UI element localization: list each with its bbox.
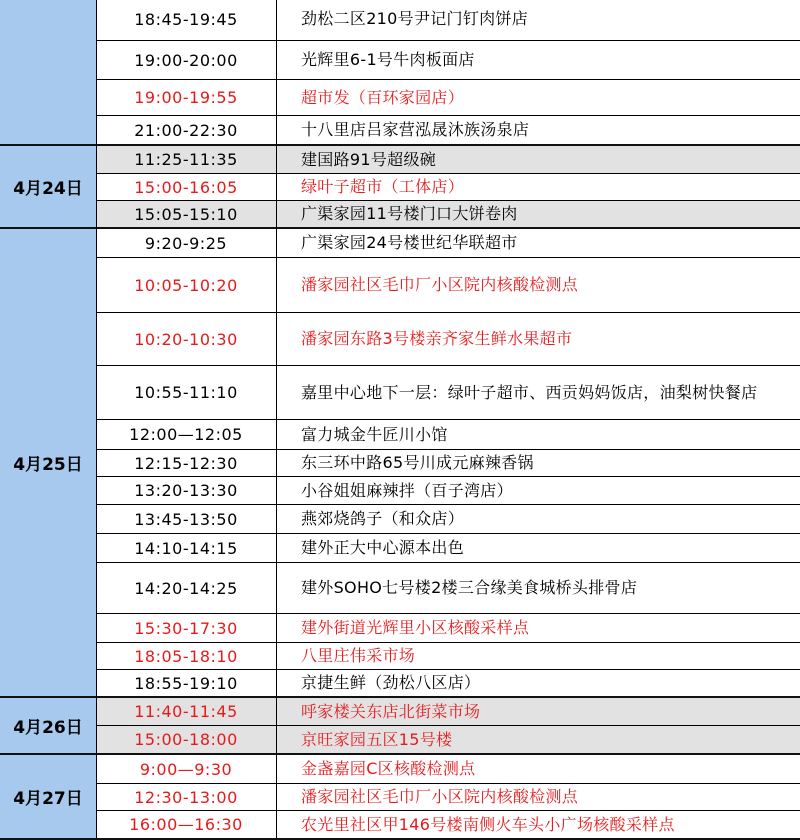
time-cell: 14:20-14:25 [134, 578, 238, 598]
time-cell: 18:45-19:45 [134, 9, 238, 29]
time-cell: 10:05-10:20 [134, 275, 238, 295]
location-cell: 呼家楼关东店北街菜市场 [301, 701, 481, 721]
location-cell: 广渠家园11号楼门口大饼卷肉 [301, 204, 518, 223]
location-cell: 东三环中路65号川成元麻辣香锅 [301, 453, 534, 472]
time-cell: 19:00-19:55 [134, 88, 238, 107]
time-cell: 15:00-16:05 [134, 177, 238, 197]
table-row [96, 563, 800, 614]
time-cell: 11:25-11:35 [134, 150, 238, 169]
location-cell: 嘉里中心地下一层：绿叶子超市、西贡妈妈饭店，油梨树快餐店 [301, 382, 758, 402]
table-row [96, 726, 800, 755]
date-cell: 4月24日 [0, 146, 96, 229]
table-row [96, 420, 800, 450]
location-cell: 绿叶子超市（工体店） [301, 177, 465, 196]
time-cell: 10:20-10:30 [134, 329, 238, 349]
date-cell [0, 0, 96, 146]
time-cell: 14:10-14:15 [134, 538, 238, 558]
table-row [96, 0, 800, 41]
location-cell: 潘家园东路3号楼亲齐家生鲜水果超市 [301, 329, 573, 348]
table-row [96, 670, 800, 698]
location-cell: 农光里社区甲146号楼南侧火车头小广场核酸采样点 [301, 814, 675, 834]
time-cell: 9:20-9:25 [144, 233, 228, 253]
time-cell: 16:00—16:30 [129, 815, 243, 834]
table-row [96, 229, 800, 258]
location-cell: 八里庄伟采市场 [301, 646, 416, 665]
location-cell: 建外SOHO七号楼2楼三合缘美食城桥头排骨店 [301, 578, 638, 597]
column-divider [96, 0, 97, 838]
date-cell: 4月27日 [0, 755, 96, 840]
time-cell: 11:40-11:45 [134, 702, 238, 721]
table-row [96, 41, 800, 80]
location-cell: 京捷生鲜（劲松八区店） [301, 673, 481, 692]
table-row [96, 313, 800, 366]
time-cell: 9:00—9:30 [139, 759, 233, 779]
time-cell: 15:00-18:00 [134, 730, 238, 749]
location-cell: 金盏嘉园C区核酸检测点 [301, 759, 476, 778]
location-cell: 十八里店吕家营泓晟沐族汤泉店 [301, 120, 530, 139]
location-cell: 光辉里6-1号牛肉板面店 [301, 50, 475, 69]
table-row [96, 477, 800, 505]
location-cell: 燕郊烧鸽子（和众店） [301, 509, 465, 528]
table-row [96, 811, 800, 840]
table-row [96, 614, 800, 643]
time-cell: 13:45-13:50 [134, 509, 238, 529]
column-divider [276, 0, 277, 838]
table-row [96, 450, 800, 477]
location-cell: 富力城金牛匠川小馆 [301, 424, 448, 444]
date-cell: 4月26日 [0, 698, 96, 755]
time-cell: 13:20-13:30 [134, 481, 238, 500]
table-row [96, 784, 800, 811]
location-cell: 广渠家园24号楼世纪华联超市 [301, 233, 518, 252]
table-row [96, 643, 800, 670]
location-cell: 超市发（百环家园店） [301, 87, 465, 107]
date-cell: 4月25日 [0, 229, 96, 698]
location-cell: 建外正大中心源本出色 [301, 538, 465, 557]
table-row [96, 755, 800, 784]
time-cell: 15:05-15:10 [134, 204, 238, 224]
location-cell: 潘家园社区毛巾厂小区院内核酸检测点 [301, 787, 579, 806]
table-row [96, 505, 800, 534]
time-cell: 18:05-18:10 [134, 646, 238, 666]
table-row [96, 201, 800, 229]
location-cell: 建外街道光辉里小区核酸采样点 [301, 618, 530, 637]
time-cell: 10:55-11:10 [134, 383, 238, 402]
table-row [96, 258, 800, 313]
time-cell: 15:30-17:30 [134, 618, 238, 638]
time-cell: 12:30-13:00 [134, 787, 238, 807]
table-row [96, 80, 800, 116]
table-row [96, 698, 800, 726]
time-cell: 19:00-20:00 [134, 50, 238, 70]
location-cell: 建国路91号超级碗 [301, 149, 437, 169]
table-row [96, 174, 800, 201]
time-cell: 12:00—12:05 [129, 425, 243, 444]
time-cell: 18:55-19:10 [134, 673, 238, 693]
location-cell: 京旺家园五区15号楼 [301, 729, 453, 749]
time-cell: 21:00-22:30 [134, 120, 238, 140]
table-row [96, 534, 800, 563]
table-row [96, 146, 800, 174]
time-cell: 12:15-12:30 [134, 453, 238, 473]
location-cell: 小谷姐姐麻辣拌（百子湾店） [301, 480, 513, 500]
table-row [96, 366, 800, 420]
table-row [96, 116, 800, 146]
location-cell: 劲松二区210号尹记门钉肉饼店 [301, 9, 529, 28]
location-cell: 潘家园社区毛巾厂小区院内核酸检测点 [301, 275, 579, 294]
